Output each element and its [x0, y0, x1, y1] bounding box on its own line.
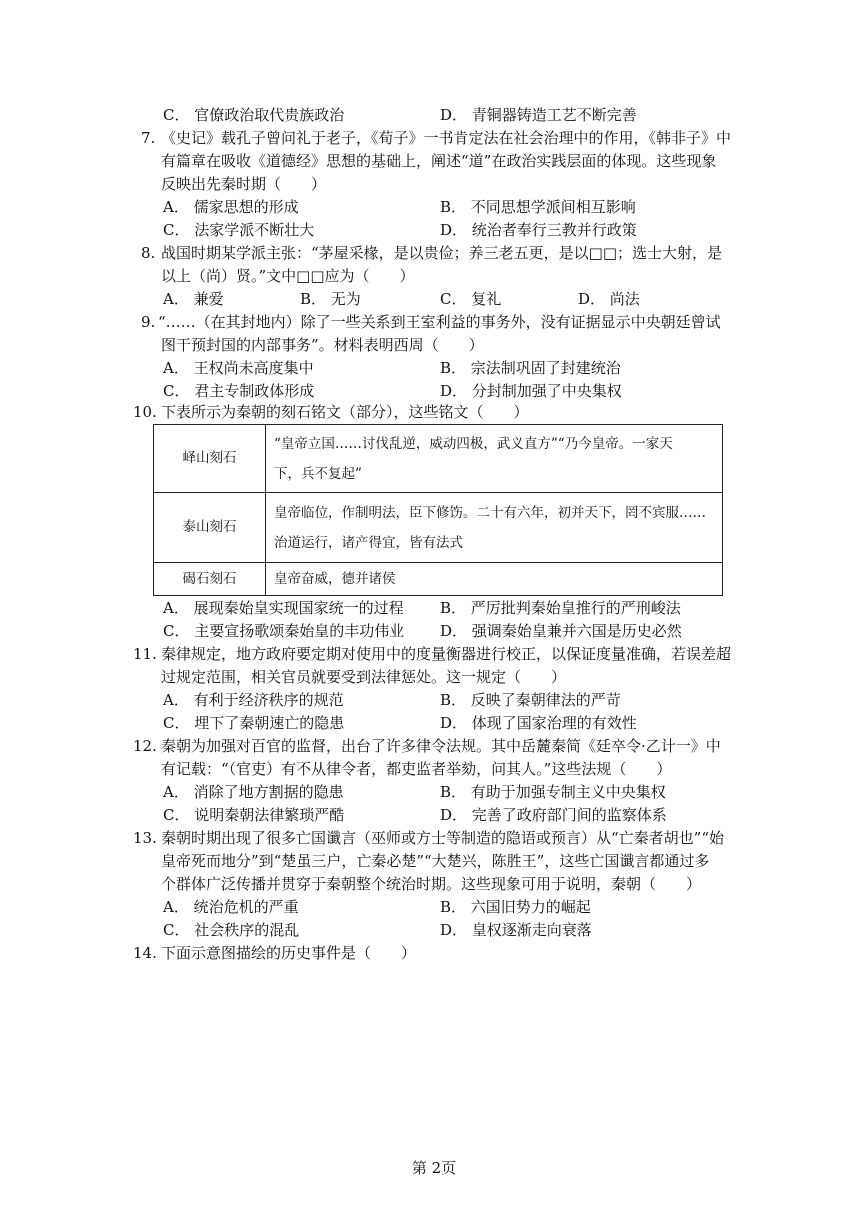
q7-stem-line-2: 有篇章在吸收《道德经》思想的基础上，阐述“道”在政治实践层面的体现。这些现象: [161, 152, 717, 170]
table-cell-text: [266, 493, 723, 563]
table-row: [154, 425, 723, 493]
q10-option-c: C． 主要宣扬歌颂秦始皇的丰功伟业: [163, 622, 405, 640]
q9-stem-line-2: 图干预封国的内部事务”。材料表明西周（ ）: [161, 336, 484, 354]
q6-option-d: D． 青铜器铸造工艺不断完善: [440, 106, 637, 124]
q12-option-a: A． 消除了地方割据的隐患: [163, 783, 344, 801]
table-row: [154, 493, 723, 563]
q12-option-d: D． 完善了政府部门间的监察体系: [440, 806, 667, 824]
inscription-line: 下，兵不复起”: [274, 465, 362, 482]
q12-option-b: B． 有助于加强专制主义中央集权: [440, 783, 666, 801]
inscription-table: [153, 424, 723, 596]
q13-option-d: D． 皇权逐渐走向衰落: [440, 921, 592, 939]
q11-option-c: C． 埋下了秦朝速亡的隐患: [163, 714, 345, 732]
q11-number: 11.: [133, 645, 157, 663]
q14-number: 14.: [133, 944, 157, 962]
q13-stem-line-3: 个群体广泛传播并贯穿于秦朝整个统治时期。这些现象可用于说明，秦朝（ ）: [161, 875, 702, 893]
q8-option-b: B． 无为: [300, 290, 361, 308]
q7-option-d: D． 统治者奉行三教并行政策: [440, 221, 637, 239]
q11-option-d: D． 体现了国家治理的有效性: [440, 714, 637, 732]
table-cell-name: 峄山刻石: [154, 425, 266, 493]
page-number: 第 2页: [411, 1159, 457, 1177]
q13-stem-line-1: 秦朝时期出现了很多亡国谶言（巫师或方士等制造的隐语或预言）从“亡秦者胡也”“始: [161, 829, 725, 847]
q14-stem: 下面示意图描绘的历史事件是（ ）: [161, 944, 417, 962]
inscription-line: “皇帝立国……讨伐乱逆，威动四极，武义直方”“乃今皇帝。一家天: [274, 435, 673, 452]
q13-option-a: A． 统治危机的严重: [163, 898, 299, 916]
q10-option-a: A． 展现秦始皇实现国家统一的过程: [163, 599, 404, 617]
q13-option-b: B． 六国旧势力的崛起: [440, 898, 591, 916]
q8-option-d: D． 尚法: [578, 290, 640, 308]
q12-stem-line-1: 秦朝为加强对百官的监督，出台了许多律令法规。其中岳麓秦简《廷卒令·乙计一》中: [161, 737, 721, 755]
q6-option-c: C． 官僚政治取代贵族政治: [163, 106, 345, 124]
q9-option-a: A． 王权尚未高度集中: [163, 359, 314, 377]
q11-stem-line-2: 过规定范围，相关官员就要受到法律惩处。这一规定（ ）: [161, 668, 567, 686]
q7-option-a: A． 儒家思想的形成: [163, 198, 299, 216]
q9-number: 9.: [141, 313, 156, 331]
table-cell-text: [266, 425, 723, 493]
q9-stem-line-1: “……（在其封地内）除了一些关系到王室利益的事务外，没有证据显示中央朝廷曾试: [158, 313, 721, 331]
inscription-line: 皇帝临位，作制明法，臣下修饬。二十有六年，初并天下，罔不宾服……: [274, 504, 706, 521]
q10-stem: 下表所示为秦朝的刻石铭文（部分），这些铭文（ ）: [161, 403, 529, 421]
q8-option-a: A． 兼爱: [163, 290, 224, 308]
q13-stem-line-2: 皇帝死而地分”到“楚虽三户，亡秦必楚”“大楚兴，陈胜王”，这些亡国谶言都通过多: [161, 852, 710, 870]
q8-stem-line-1: 战国时期某学派主张：“茅屋采椽，是以贵俭；养三老五更，是以□□；选士大射，是: [161, 244, 723, 262]
q7-stem-line-1: 《史记》载孔子曾问礼于老子，《荀子》一书肯定法在社会治理中的作用，《韩非子》中: [161, 129, 732, 147]
q7-option-b: B． 不同思想学派间相互影响: [440, 198, 636, 216]
q12-option-c: C． 说明秦朝法律繁琐严酷: [163, 806, 345, 824]
q13-option-c: C． 社会秩序的混乱: [163, 921, 300, 939]
q11-option-b: B． 反映了秦朝律法的严苛: [440, 691, 621, 709]
inscription-line: 治道运行，诸产得宜，皆有法式: [274, 534, 463, 551]
inscription-line: 皇帝奋威，德并诸侯: [274, 571, 396, 587]
q9-option-d: D． 分封制加强了中央集权: [440, 382, 622, 400]
q12-stem-line-2: 有记载：“（官吏）有不从律令者，都吏监者举劾，问其人。”这些法规（ ）: [161, 760, 672, 778]
q10-option-b: B． 严厉批判秦始皇推行的严刑峻法: [440, 599, 681, 617]
q9-option-c: C． 君主专制政体形成: [163, 382, 315, 400]
table-cell-name: 泰山刻石: [154, 493, 266, 563]
q7-option-c: C． 法家学派不断壮大: [163, 221, 315, 239]
table-cell-name: 碣石刻石: [154, 563, 266, 596]
q12-number: 12.: [133, 737, 157, 755]
q9-option-b: B． 宗法制巩固了封建统治: [440, 359, 621, 377]
q13-number: 13.: [133, 829, 157, 847]
q7-number: 7.: [141, 129, 156, 147]
q10-number: 10.: [133, 403, 157, 421]
q8-number: 8.: [141, 244, 156, 262]
q8-option-c: C． 复礼: [440, 290, 502, 308]
q10-option-d: D． 强调秦始皇兼并六国是历史必然: [440, 622, 682, 640]
q7-stem-line-3: 反映出先秦时期（ ）: [161, 175, 327, 193]
table-row: [154, 563, 723, 596]
q11-option-a: A． 有利于经济秩序的规范: [163, 691, 344, 709]
q11-stem-line-1: 秦律规定，地方政府要定期对使用中的度量衡器进行校正，以保证度量准确，若误差超: [161, 645, 732, 663]
q8-stem-line-2: 以上（尚）贤。”文中□□应为（ ）: [161, 267, 415, 285]
table-cell-text: [266, 563, 723, 596]
